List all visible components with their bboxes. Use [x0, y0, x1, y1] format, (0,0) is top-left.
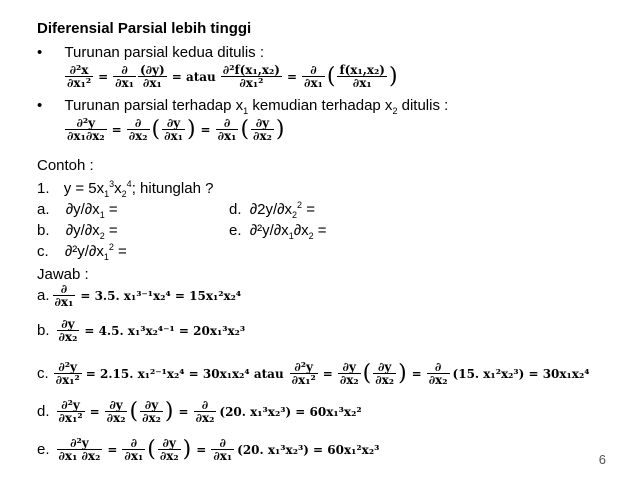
item-a: a. $\partial y/\partial x_1$ =	[37, 201, 118, 220]
fraction: $\frac{\partial}{\text{∂x₁}}$	[54, 282, 74, 309]
fraction: $\frac{(\partial y)}{\text{∂x₁}}$	[139, 63, 165, 90]
question-1: 1. $y = 5x_1^3x_2^4$; hitunglah ?	[37, 179, 214, 199]
item-e: e. $\partial^2y/\partial x_1\partial x_2$ =	[229, 222, 327, 241]
contoh-label: Contoh :	[37, 157, 94, 174]
bullet-mark: •	[37, 97, 43, 114]
fraction: $\frac{\partial}{\text{∂x₁}}$	[217, 116, 237, 143]
fraction: $\frac{\text{∂²y}}{\text{∂x₁∂x₂}}$	[67, 116, 105, 143]
answer-d: d. $\frac{\text{∂²y}}{\text{∂x₁²}}$ = $\frac{\partial y}{\text{∂x₂}}$ ( $\frac{\partial y}{\text{∂x₂}}$ ) = $\frac{\partial}{\text{∂x₂}}$ (20. x₁³x₂³) = 60x₁³x₂²	[37, 398, 362, 425]
fraction: $\frac{\partial y}{\text{∂x₂}}$	[58, 317, 78, 344]
bullet-2	[37, 97, 448, 114]
fraction: $\frac{\partial}{\text{∂x₁}}$	[304, 63, 323, 90]
answer-e: e. $\frac{\text{∂²y}}{\text{∂x₁ ∂x₂}}$ = $\frac{\partial}{\text{∂x₁}}$ ( $\frac{\partial y}{\text{∂x₂}}$ ) = $\frac{\partial}{\text{∂x₁}}$ (20. x₁³x₂³) = 60x₁²x₂³	[37, 436, 380, 463]
fraction: $\frac{\partial}{\text{∂x₁}}$	[213, 436, 233, 463]
answer-a: a. $\frac{\partial}{\text{∂x₁}}$ = 3.5. x₁³⁻¹x₂⁴ = 15x₁²x₂⁴	[37, 282, 242, 309]
fraction: $\frac{\text{∂²y}}{\text{∂x₁ ∂x₂}}$	[58, 436, 101, 463]
item-b: b. $\partial y/\partial x_2$ =	[37, 222, 118, 241]
fraction: $\frac{\partial y}{\text{∂x₂}}$	[375, 360, 395, 387]
fraction: $\frac{\text{f(x₁,x₂)}}{\text{∂x₁}}$	[339, 63, 385, 90]
formula-mixed-derivative: $\frac{\text{∂²y}}{\text{∂x₁∂x₂}}$ = $\frac{\partial}{\text{∂x₂}}$ ( $\frac{\partial y}{\text{∂x₁}}$ ) = $\frac{\partial}{\text{∂x₁}}$ ( $\frac{\partial y}{\text{∂x₂}}$ )	[67, 116, 285, 143]
fraction: $\frac{\partial}{\text{∂x₂}}$	[128, 116, 148, 143]
item-d: d. $\partial 2y/\partial x_2^2$ =	[229, 200, 315, 220]
fraction: $\frac{\partial}{\text{∂x₁}}$	[124, 436, 144, 463]
fraction: $\frac{\text{∂²y}}{\text{∂x₁²}}$	[58, 398, 83, 425]
fraction: $\frac{\partial}{\text{∂x₂}}$	[195, 398, 215, 425]
fraction: $\frac{\text{∂²x}}{\text{∂x₁²}}$	[67, 63, 92, 90]
item-c: c. $\partial^2y/\partial x_1^2$ =	[37, 242, 127, 262]
bullet-1-text: Turunan parsial kedua ditulis :	[64, 44, 264, 61]
fraction: $\frac{\text{∂²y}}{\text{∂x₁²}}$	[291, 360, 316, 387]
fraction: $\frac{\partial y}{\text{∂x₁}}$	[164, 116, 183, 143]
bullet-mark: •	[37, 44, 43, 61]
fraction: $\frac{\partial y}{\text{∂x₂}}$	[159, 436, 179, 463]
jawab-label: Jawab :	[37, 266, 89, 283]
fraction: $\frac{\text{∂²f(x₁,x₂)}}{\text{∂x₁²}}$	[222, 63, 280, 90]
slide-title: Diferensial Parsial lebih tinggi	[37, 20, 252, 37]
fraction: $\frac{\partial}{\text{∂x₁}}$	[115, 63, 134, 90]
bullet-1	[37, 44, 264, 61]
fraction: $\frac{\partial y}{\text{∂x₂}}$	[142, 398, 161, 425]
page-number: 6	[598, 452, 606, 467]
formula-second-derivative: $\frac{\text{∂²x}}{\text{∂x₁²}}$ = $\frac{\partial}{\text{∂x₁}}$ $\frac{(\partial y)}{\text{∂x₁}}$ = atau $\frac{\text{∂²f(x₁,x₂)}}{\text{∂x₁²}}$ = $\frac{\partial}{\text{∂x₁}}$ ( $\frac{\text{f(x₁,x₂)}}{\text{∂x₁}}$ )	[67, 63, 398, 90]
fraction: $\frac{\partial y}{\text{∂x₂}}$	[106, 398, 126, 425]
answer-b: b. $\frac{\partial y}{\text{∂x₂}}$ = 4.5. x₁³x₂⁴⁻¹ = 20x₁³x₂³	[37, 317, 246, 344]
fraction: $\frac{\partial y}{\text{∂x₂}}$	[253, 116, 272, 143]
answer-c: c. $\frac{\text{∂²y}}{\text{∂x₁²}}$ = 2.15. x₁²⁻¹x₂⁴ = 30x₁x₂⁴ atau $\frac{\text{∂²y}}{\text{∂x₁²}}$ = $\frac{\partial y}{\text{∂x₂}}$ ( $\frac{\partial y}{\text{∂x₂}}$ ) = $\frac{\partial}{\text{∂x₂}}$ (15. x₁²x₂³) = 30x₁x₂⁴	[37, 360, 590, 387]
fraction: $\frac{\partial y}{\text{∂x₂}}$	[339, 360, 359, 387]
fraction: $\frac{\text{∂²y}}{\text{∂x₁²}}$	[55, 360, 80, 387]
fraction: $\frac{\partial}{\text{∂x₂}}$	[428, 360, 448, 387]
bullet-2-text: Turunan parsial terhadap $x_1$ kemudian terhadap $x_2$ ditulis :	[64, 97, 449, 116]
